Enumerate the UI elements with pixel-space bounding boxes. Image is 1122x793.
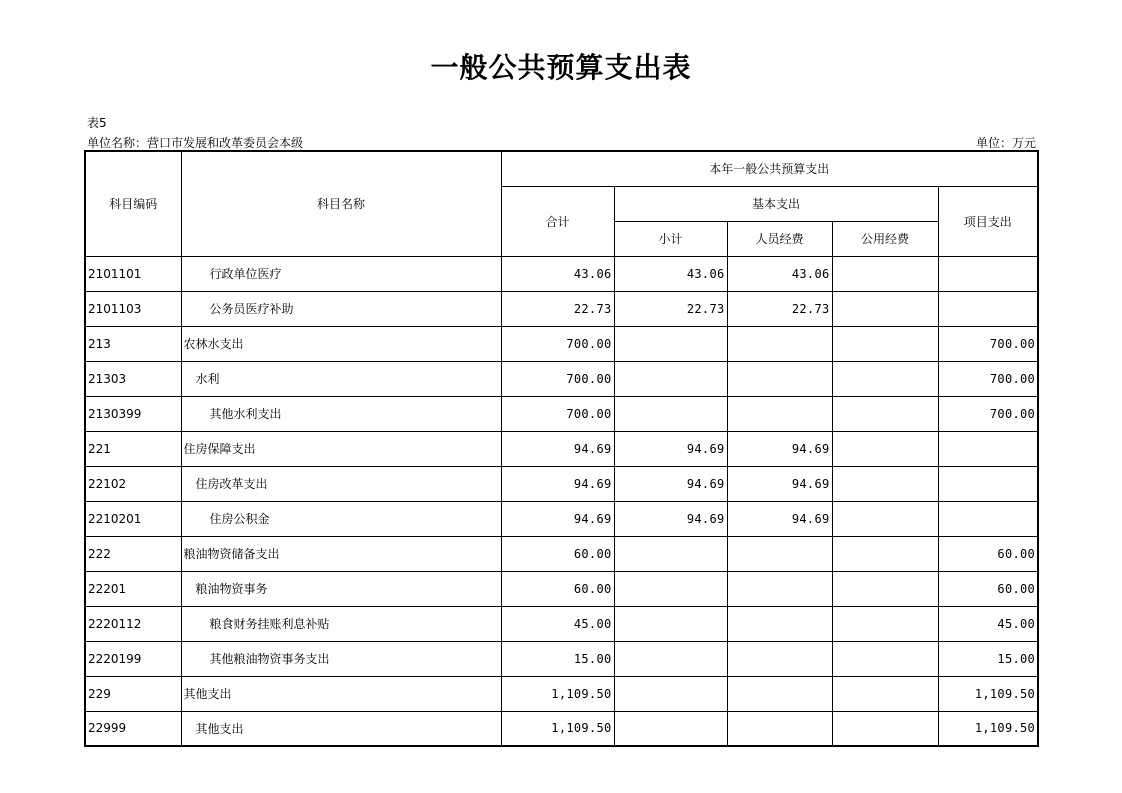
table-number: 表5 [87,116,107,130]
cell-personnel [727,571,832,606]
header-project: 项目支出 [938,186,1038,256]
cell-personnel [727,396,832,431]
header-subtotal: 小计 [614,221,727,256]
cell-project [938,501,1038,536]
cell-public [832,256,938,291]
header-current-year: 本年一般公共预算支出 [501,151,1038,186]
table-row [85,501,1038,536]
header-code: 科目编码 [85,151,181,256]
cell-name: 水利 [181,361,501,396]
table-row [85,431,1038,466]
cell-subtotal: 43.06 [614,256,727,291]
cell-personnel [727,361,832,396]
cell-name: 住房公积金 [181,501,501,536]
header-basic: 基本支出 [614,186,938,221]
unit-name: 单位名称：营口市发展和改革委员会本级 [87,136,304,150]
table-row [85,676,1038,711]
table-row [85,641,1038,676]
cell-subtotal [614,676,727,711]
cell-name: 其他水利支出 [181,396,501,431]
cell-personnel: 94.69 [727,466,832,501]
cell-personnel: 94.69 [727,431,832,466]
cell-code: 2220199 [85,641,181,676]
cell-public [832,536,938,571]
header-public: 公用经费 [832,221,938,256]
cell-subtotal [614,326,727,361]
cell-total: 94.69 [501,431,614,466]
cell-code: 222 [85,536,181,571]
cell-project [938,291,1038,326]
cell-total: 700.00 [501,326,614,361]
cell-code: 22201 [85,571,181,606]
cell-project: 60.00 [938,571,1038,606]
cell-public [832,466,938,501]
cell-public [832,501,938,536]
header-personnel: 人员经费 [727,221,832,256]
cell-project: 700.00 [938,396,1038,431]
cell-code: 213 [85,326,181,361]
cell-code: 2101101 [85,256,181,291]
cell-total: 60.00 [501,571,614,606]
cell-code: 2101103 [85,291,181,326]
cell-total: 94.69 [501,501,614,536]
cell-personnel: 94.69 [727,501,832,536]
cell-subtotal [614,361,727,396]
cell-name: 其他粮油物资事务支出 [181,641,501,676]
cell-total: 22.73 [501,291,614,326]
cell-personnel [727,326,832,361]
cell-personnel [727,606,832,641]
unit-label: 单位：万元 [975,136,1036,150]
cell-code: 21303 [85,361,181,396]
cell-name: 粮油物资储备支出 [181,536,501,571]
header-total: 合计 [501,186,614,256]
cell-name: 粮油物资事务 [181,571,501,606]
cell-subtotal [614,711,727,746]
cell-code: 221 [85,431,181,466]
cell-subtotal [614,571,727,606]
cell-project [938,466,1038,501]
cell-project: 1,109.50 [938,711,1038,746]
cell-name: 住房改革支出 [181,466,501,501]
cell-total: 700.00 [501,361,614,396]
cell-total: 15.00 [501,641,614,676]
table-row [85,396,1038,431]
cell-subtotal [614,606,727,641]
cell-project: 700.00 [938,326,1038,361]
cell-name: 公务员医疗补助 [181,291,501,326]
cell-total: 700.00 [501,396,614,431]
cell-total: 45.00 [501,606,614,641]
cell-code: 2210201 [85,501,181,536]
cell-public [832,711,938,746]
cell-personnel: 43.06 [727,256,832,291]
cell-subtotal [614,641,727,676]
cell-public [832,641,938,676]
table-row [85,361,1038,396]
cell-total: 43.06 [501,256,614,291]
cell-project: 1,109.50 [938,676,1038,711]
cell-public [832,676,938,711]
cell-subtotal: 22.73 [614,291,727,326]
table-row [85,466,1038,501]
table-row [85,326,1038,361]
cell-name: 住房保障支出 [181,431,501,466]
table-row [85,711,1038,746]
cell-personnel [727,711,832,746]
cell-total: 1,109.50 [501,676,614,711]
cell-subtotal: 94.69 [614,431,727,466]
cell-project: 45.00 [938,606,1038,641]
table-row [85,571,1038,606]
cell-public [832,431,938,466]
cell-name: 其他支出 [181,711,501,746]
cell-project: 15.00 [938,641,1038,676]
cell-personnel [727,676,832,711]
cell-name: 农林水支出 [181,326,501,361]
cell-total: 94.69 [501,466,614,501]
cell-code: 22102 [85,466,181,501]
header-name: 科目名称 [181,151,501,256]
cell-subtotal [614,536,727,571]
cell-personnel [727,641,832,676]
cell-code: 2130399 [85,396,181,431]
cell-project: 700.00 [938,361,1038,396]
cell-public [832,326,938,361]
cell-code: 229 [85,676,181,711]
cell-total: 1,109.50 [501,711,614,746]
table-row [85,291,1038,326]
table-row [85,536,1038,571]
table-row [85,256,1038,291]
cell-public [832,361,938,396]
cell-name: 其他支出 [181,676,501,711]
cell-project [938,256,1038,291]
cell-name: 粮食财务挂账利息补贴 [181,606,501,641]
page-title: 一般公共预算支出表 [430,51,692,84]
cell-code: 22999 [85,711,181,746]
cell-subtotal: 94.69 [614,466,727,501]
cell-public [832,606,938,641]
cell-public [832,396,938,431]
cell-subtotal: 94.69 [614,501,727,536]
cell-personnel [727,536,832,571]
cell-project [938,431,1038,466]
cell-subtotal [614,396,727,431]
cell-total: 60.00 [501,536,614,571]
cell-personnel: 22.73 [727,291,832,326]
cell-public [832,571,938,606]
cell-project: 60.00 [938,536,1038,571]
cell-code: 2220112 [85,606,181,641]
table-row [85,606,1038,641]
cell-public [832,291,938,326]
budget-table [84,150,1039,747]
cell-name: 行政单位医疗 [181,256,501,291]
